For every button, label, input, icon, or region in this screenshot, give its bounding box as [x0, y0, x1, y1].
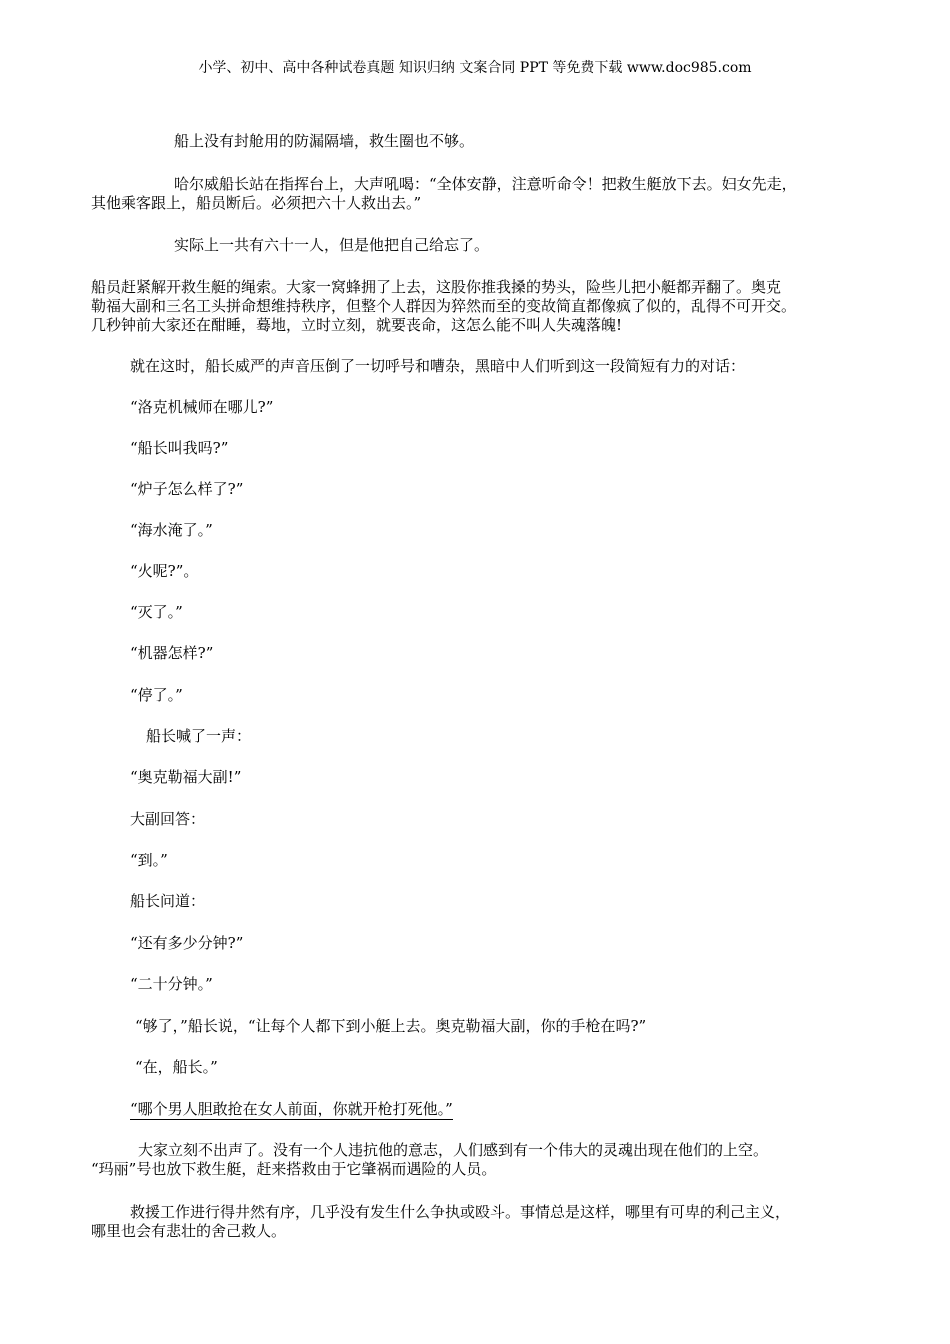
paragraph-captain-order-line2: 其他乘客跟上，船员断后。必须把六十人救出去。”	[91, 194, 422, 212]
dialogue-line: “机器怎样?”	[130, 644, 214, 662]
paragraph-rescue-line2: 哪里也会有悲壮的舍己救人。	[91, 1222, 287, 1240]
dialogue-line: “奥克勒福大副!”	[130, 768, 242, 786]
paragraph-no-bulkhead: 船上没有封舱用的防漏隔墙，救生圈也不够。	[174, 132, 475, 150]
dialogue-line: “洛克机械师在哪儿?”	[130, 398, 274, 416]
paragraph-crowd-line2: 勒福大副和三名工头拼命想维持秩序，但整个人群因为猝然而至的变故简直都像疯了似的，乱得不可开交。	[91, 297, 797, 315]
dialogue-line: “船长叫我吗?”	[130, 439, 229, 457]
paragraph-rescue-line1: 救援工作进行得井然有序，几乎没有发生什么争执或殴斗。事情总是这样，哪里有可卑的利己主义，	[130, 1203, 791, 1221]
underlined-sentence: “哪个男人胆敢抢在女人前面，你就开枪打死他。”	[130, 1100, 453, 1118]
dialogue-line: “海水淹了。”	[130, 521, 213, 539]
paragraph-silence-line1: 大家立刻不出声了。没有一个人违抗他的意志，人们感到有一个伟大的灵魂出现在他们的上空。	[138, 1141, 769, 1159]
dialogue-line: “在，船长。”	[135, 1058, 218, 1076]
dialogue-line: “够了，”船长说，“让每个人都下到小艇上去。奥克勒福大副，你的手枪在吗?”	[135, 1017, 647, 1035]
paragraph-crowd-line1: 船员赶紧解开救生艇的绳索。大家一窝蜂拥了上去，这股你推我搡的势头，险些儿把小艇都弄翻了。奥克	[91, 278, 782, 296]
dialogue-line-underlined	[130, 1100, 453, 1119]
dialogue-line: “二十分钟。”	[130, 975, 213, 993]
dialogue-line: “灭了。”	[130, 603, 183, 621]
paragraph-captain-order-line1: 哈尔威船长站在指挥台上，大声吼喝：“全体安静，注意听命令！把救生艇放下去。妇女先走，	[174, 175, 797, 193]
dialogue-line: “还有多少分钟?”	[130, 934, 244, 952]
dialogue-line: “火呢?”。	[130, 562, 199, 580]
narration-line: 大副回答：	[130, 810, 206, 828]
dialogue-line: “到。”	[130, 851, 168, 869]
narration-line: 船长喊了一声：	[146, 727, 252, 745]
page-header-banner: 小学、初中、高中各种试卷真题 知识归纳 文案合同 PPT 等免费下载 www.doc985.com	[198, 60, 752, 76]
dialogue-line: “炉子怎么样了?”	[130, 480, 244, 498]
paragraph-sixty-one: 实际上一共有六十一人，但是他把自己给忘了。	[174, 236, 490, 254]
paragraph-crowd-line3: 几秒钟前大家还在酣睡，蓦地，立时立刻，就要丧命，这怎么能不叫人失魂落魄!	[91, 316, 623, 334]
paragraph-silence-line2: “玛丽”号也放下救生艇，赶来搭救由于它肇祸而遇险的人员。	[91, 1160, 497, 1178]
narration-line: 船长问道：	[130, 892, 206, 910]
paragraph-captain-voice: 就在这时，船长威严的声音压倒了一切呼号和嘈杂，黑暗中人们听到这一段简短有力的对话：	[130, 357, 746, 375]
dialogue-line: “停了。”	[130, 686, 183, 704]
